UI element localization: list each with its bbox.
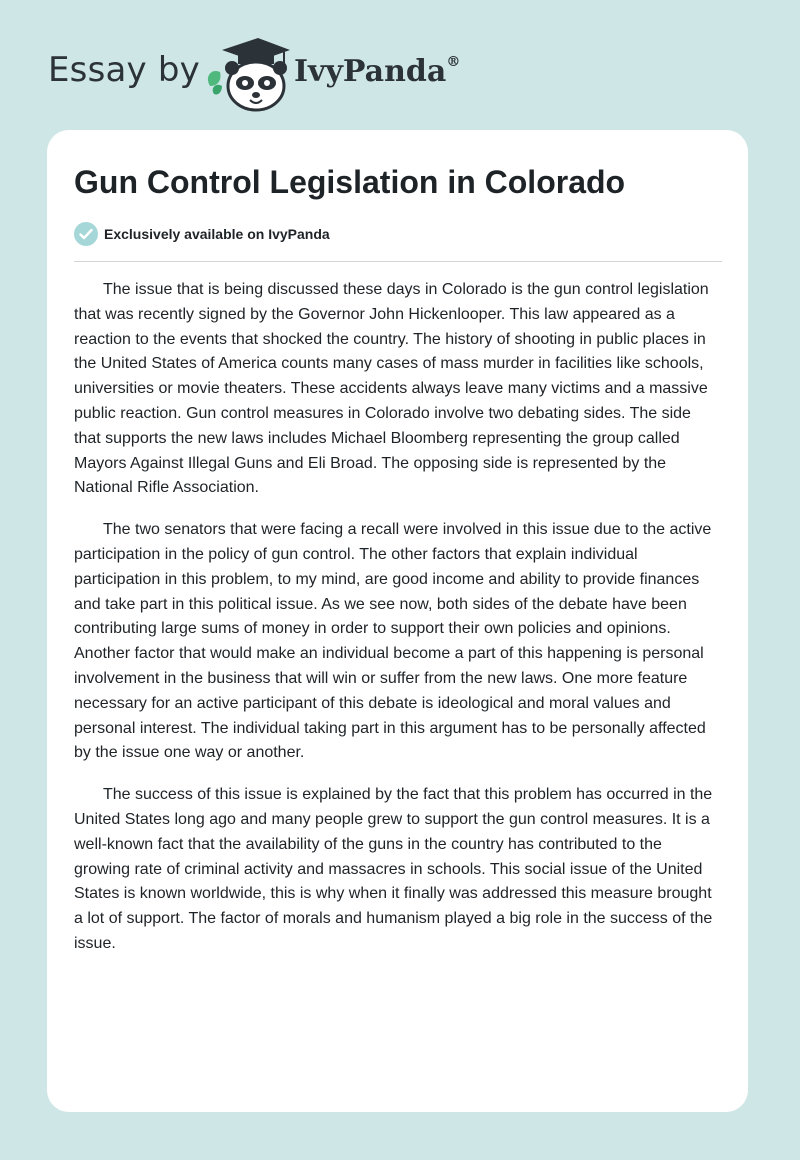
essay-paragraph: The success of this issue is explained by the fact that this problem has occurred in the United States long ago and many people grew to support the gun control measures. It is a well-known fact that the availability of the guns in the country has contributed to the growing rate of criminal activity and massacres in schools. This social issue of the United States is known worldwide, this is why when it finally was addressed this measure brought a lot of support. The factor of morals and humanism played a big role in the success of the issue.	[74, 786, 713, 952]
brand-name	[294, 54, 460, 89]
brand-header	[48, 36, 508, 112]
divider	[74, 261, 722, 262]
brand-prefix: Essay by	[48, 50, 200, 90]
page-title: Gun Control Legislation in Colorado	[74, 164, 626, 200]
essay-body	[74, 278, 722, 974]
check-mark-svg	[79, 228, 93, 240]
essay-paragraph: The issue that is being discussed these days in Colorado is the gun control legislation that was recently signed by the Governor John Hickenlooper. This law appeared as a reaction to the events that shocked the country. The history of shooting in public places in the United States of America counts many cases of mass murder in facilities like schools, universities or movie theaters. These accidents always leave many victims and a massive public reaction. Gun control measures in Colorado involve two debating sides. The side that supports the new laws includes Michael Bloomberg representing the group called Mayors Against Illegal Guns and Eli Broad. The opposing side is represented by the National Rifle Association.	[74, 281, 709, 497]
panda-graduate-icon	[200, 36, 290, 112]
exclusive-label: Exclusively available on IvyPanda	[104, 226, 330, 242]
exclusive-badge	[74, 222, 330, 246]
brand-name-text: IvyPanda	[294, 54, 447, 89]
registered-mark: ®	[446, 54, 461, 70]
essay-card	[47, 130, 748, 1112]
panda-logo-svg	[200, 36, 290, 112]
check-circle-icon	[74, 222, 98, 246]
essay-paragraph: The two senators that were facing a recall were involved in this issue due to the active participation in the policy of gun control. The other factors that explain individual participation in this problem, to my mind, are good income and ability to provide finances and take part in this political issue. As we see now, both sides of the debate have been contributing large sums of money in order to support their own policies and opinions. Another factor that would make an individual become a part of this happening is personal involvement in the business that will win or suffer from the new laws. One more feature necessary for an active participant of this debate is ideological and moral values and personal interest. The individual taking part in this argument has to be personally affected by the issue one way or another.	[74, 521, 712, 762]
